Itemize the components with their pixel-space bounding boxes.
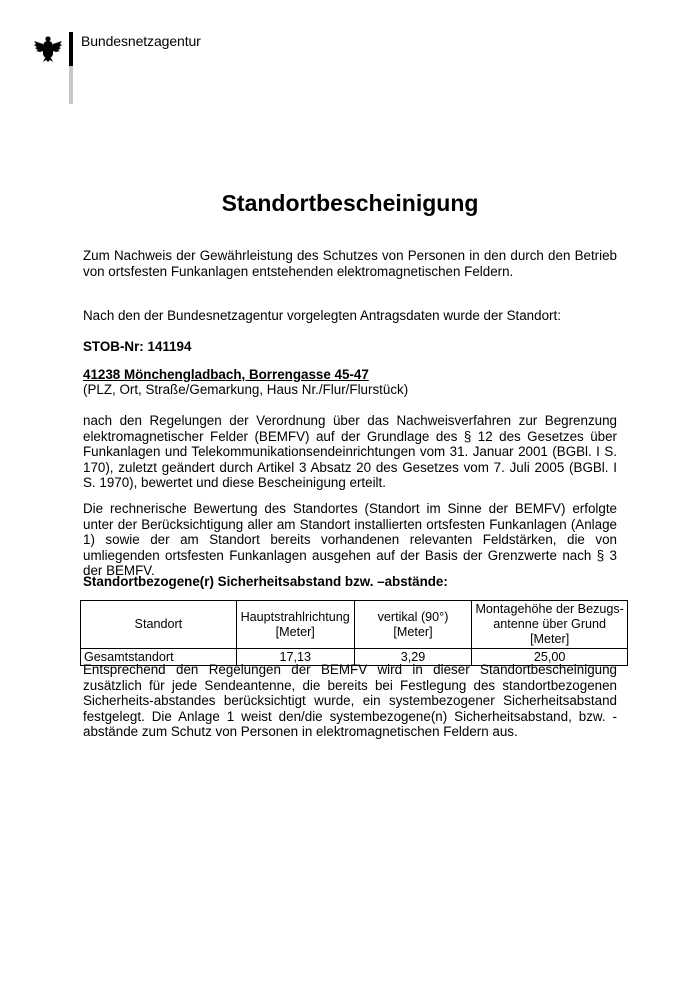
regulation-paragraph: nach den Regelungen der Verordnung über das Nachweisverfahren zur Begrenzung elektromagnetischer Felder (BEMFV) auf der Grundlage des § 12 des Gesetzes über Funkanlagen und Telekommunikationsendeinrichtungen vom 31. Januar 2001 (BGBl. I S. 170), zuletzt geändert durch Artikel 3 Absatz 20 des Gesetzes vom 7. Juli 2005 (BGBl. I S. 1970), bewertet und diese Bescheinigung erteilt.: [83, 413, 617, 490]
stob-line: [83, 339, 617, 355]
document-title: Standortbescheinigung: [221, 190, 479, 216]
header-standort: Standort: [81, 601, 237, 649]
cell-hauptstrahlrichtung: 17,13: [236, 649, 354, 666]
cell-vertikal: 3,29: [354, 649, 472, 666]
table-heading: Standortbezogene(r) Sicherheitsabstand bzw. –abstände:: [83, 574, 448, 589]
lead-paragraph: Nach den der Bundesnetzagentur vorgelegten Antragsdaten wurde der Standort:: [83, 308, 561, 323]
header-montagehoehe: Montagehöhe der Bezugs-antenne über Grund [Meter]: [472, 601, 628, 649]
location-hint: (PLZ, Ort, Straße/Gemarkung, Haus Nr./Flur/Flurstück): [83, 382, 409, 397]
flag-bar-grey-end: [69, 100, 73, 104]
flag-bar-black: [69, 32, 73, 66]
safety-distance-table: [80, 600, 628, 666]
flag-bar-grey: [69, 66, 73, 100]
evaluation-paragraph: Die rechnerische Bewertung des Standortes (Standort im Sinne der BEMFV) erfolgte unter der Berücksichtigung aller am Standort installierten ortsfesten Funkanlagen (Anlage 1) sowie der am Standort bereits vorhandenen relevanten Feldstärken, die von umliegenden ortsfesten Funkanlagen ausgehen auf der Basis der Grenzwerte nach § 3 der BEMFV.: [83, 501, 617, 578]
table-header-row: [81, 601, 628, 649]
cell-montagehoehe: 25,00: [472, 649, 628, 666]
closing-paragraph: Entsprechend den Regelungen der BEMFV wird in dieser Standortbescheinigung zusätzlich für jede Sendeantenne, die bereits bei Festlegung des standortbezogenen Sicherheits-abstandes berücksichtigt wurde, ein systembezogener Sicherheitsabstand festgelegt. Die Anlage 1 weist den/die systembezogene(n) Sicherheitsabstand, bzw. -abstände zum Schutz von Personen in elektromagnetischen Feldern aus.: [83, 662, 617, 739]
cell-standort: Gesamtstandort: [81, 649, 237, 666]
agency-name: Bundesnetzagentur: [81, 33, 201, 49]
intro-paragraph: Zum Nachweis der Gewährleistung des Schutzes von Personen in den durch den Betrieb von ortsfesten Funkanlagen entstehenden elektromagnetischen Feldern.: [83, 248, 617, 279]
stob-number: 141194: [147, 339, 192, 354]
federal-eagle-icon: [33, 33, 63, 63]
header-vertikal: vertikal (90°) [Meter]: [354, 601, 472, 649]
header-hauptstrahlrichtung: Hauptstrahlrichtung [Meter]: [236, 601, 354, 649]
location-address: 41238 Mönchengladbach, Borrengasse 45-47: [83, 367, 369, 382]
stob-label: STOB-Nr:: [83, 339, 144, 354]
